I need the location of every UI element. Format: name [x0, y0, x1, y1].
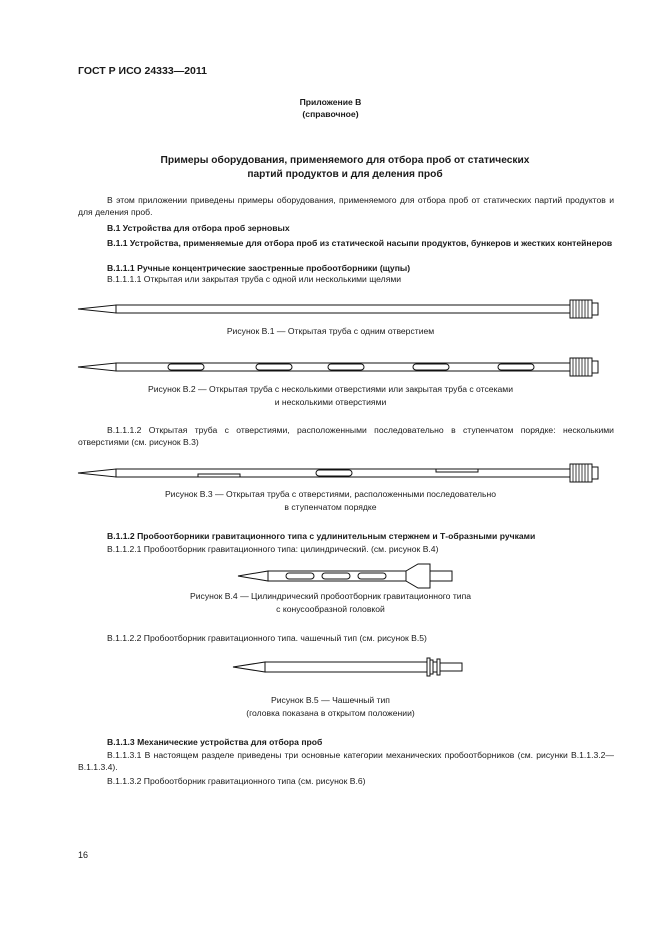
document-header: ГОСТ Р ИСО 24333—2011: [78, 65, 207, 77]
section-b113-heading: В.1.1.3 Механические устройства для отбора проб: [107, 737, 323, 747]
intro-paragraph: В этом приложении приведены примеры оборудования, применяемого для отбора проб от статических партий продуктов и для деления проб.: [78, 195, 614, 218]
figure-b2-caption-line2: и несколькими отверстиями: [274, 396, 387, 407]
figure-b3-stepped-slots-tube: [78, 459, 618, 487]
page-number: 16: [78, 850, 89, 860]
figure-b3-caption: [0, 488, 661, 514]
section-b112-heading: В.1.1.2 Пробоотборники гравитационного типа с удлинительным стержнем и Т-образными ручками: [107, 531, 536, 541]
page-title-line1: Примеры оборудования, применяемого для отбора проб от статических: [160, 155, 530, 166]
annex-title: Приложение В: [299, 97, 362, 107]
section-b1132-text: В.1.1.3.2 Пробоотборник гравитационного типа (см. рисунок В.6): [107, 776, 366, 786]
figure-b2-open-tube-multiple-slots: [78, 353, 618, 381]
figure-b3-caption-line1: Рисунок В.3 — Открытая труба с отверстиями, расположенными последовательно: [164, 489, 497, 499]
figure-b4-caption-line2: с конусообразной головкой: [276, 603, 385, 614]
figure-b5-caption-line2: (головка показана в открытом положении): [246, 707, 415, 718]
section-b1111-text: В.1.1.1.1 Открытая или закрытая труба с одной или несколькими щелями: [107, 274, 402, 284]
section-b1112-text: В.1.1.1.2 Открытая труба с отверстиями, расположенными последовательно в ступенчатом порядке: несколькими отверстиями (см. рисунок В.3): [78, 425, 614, 448]
page-title: [110, 154, 580, 183]
figure-b5-cup-type-probe: [233, 653, 463, 681]
section-b1122-text: В.1.1.2.2 Пробоотборник гравитационного типа. чашечный тип (см. рисунок В.5): [107, 633, 427, 643]
figure-b3-caption-line2: в ступенчатом порядке: [284, 501, 377, 512]
annex-heading: [0, 97, 661, 120]
figure-b1-caption: Рисунок В.1 — Открытая труба с одним отверстием: [226, 326, 435, 336]
section-b1131-text: В.1.1.3.1 В настоящем разделе приведены три основные категории механических пробоотборников (см. рисунки В.1.1.3.2—В.1.1.3.4).: [78, 750, 614, 773]
figure-b4-cylindrical-gravity-probe: [238, 561, 458, 591]
annex-type: (справочное): [302, 108, 359, 119]
section-b1-heading: В.1 Устройства для отбора проб зерновых: [107, 223, 290, 233]
figure-b5-caption: [0, 694, 661, 720]
figure-b5-caption-line1: Рисунок В.5 — Чашечный тип: [271, 695, 390, 705]
figure-b1-open-tube-single-slot: [78, 294, 618, 324]
figure-b4-caption-line1: Рисунок В.4 — Цилиндрический пробоотборник гравитационного типа: [189, 591, 472, 601]
figure-b2-caption-line1: Рисунок В.2 — Открытая труба с несколькими отверстиями или закрытая труба с отсеками: [147, 384, 514, 394]
page-title-line2: партий продуктов и для деления проб: [247, 169, 443, 181]
figure-b2-caption: [0, 383, 661, 409]
section-b11-heading: В.1.1 Устройства, применяемые для отбора проб из статической насыпи продуктов, бункеров и жестких контейнеров: [107, 238, 613, 248]
figure-b4-caption: [0, 590, 661, 616]
section-b111-heading: В.1.1.1 Ручные концентрические заостренные пробоотборники (щупы): [107, 263, 411, 273]
section-b1121-text: В.1.1.2.1 Пробоотборник гравитационного типа: цилиндрический. (см. рисунок В.4): [107, 544, 439, 554]
